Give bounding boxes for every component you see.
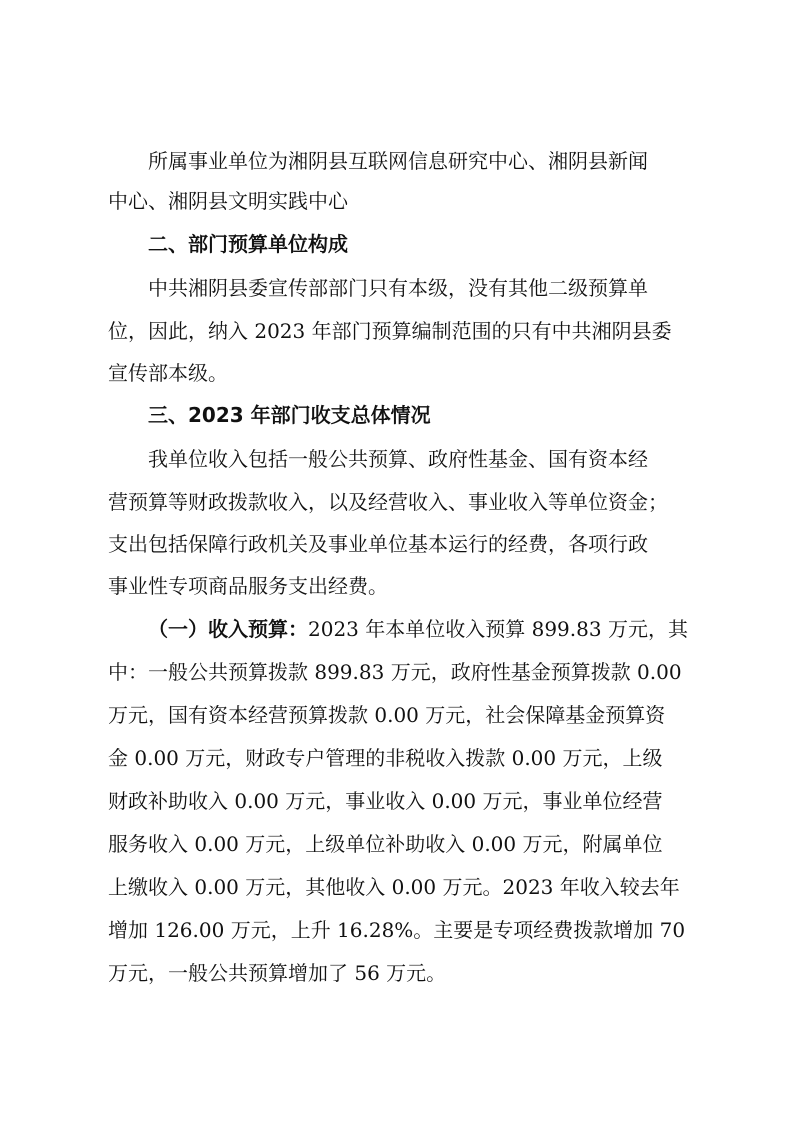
paragraph-line: 中共湘阴县委宣传部部门只有本级，没有其他二级预算单 xyxy=(148,276,648,300)
paragraph-line: 中心、湘阴县文明实践中心 xyxy=(108,189,348,213)
paragraph-line: 营预算等财政拨款收入，以及经营收入、事业收入等单位资金； xyxy=(108,490,668,514)
paragraph-line: 财政补助收入 0.00 万元，事业收入 0.00 万元，事业单位经营 xyxy=(108,789,663,813)
paragraph-line: 万元，国有资本经营预算拨款 0.00 万元，社会保障基金预算资 xyxy=(108,703,666,727)
paragraph-line: 中：一般公共预算拨款 899.83 万元，政府性基金预算拨款 0.00 xyxy=(108,660,682,684)
paragraph-text: 2023 年本单位收入预算 899.83 万元，其 xyxy=(308,617,688,641)
paragraph-line: 万元，一般公共预算增加了 56 万元。 xyxy=(108,961,447,985)
paragraph-line: 服务收入 0.00 万元，上级单位补助收入 0.00 万元，附属单位 xyxy=(108,832,663,856)
paragraph-line xyxy=(148,611,688,647)
subsection-label: （一）收入预算： xyxy=(148,617,308,641)
paragraph-line: 金 0.00 万元，财政专户管理的非税收入拨款 0.00 万元，上级 xyxy=(108,746,663,770)
paragraph-line: 支出包括保障行政机关及事业单位基本运行的经费，各项行政 xyxy=(108,532,648,556)
paragraph-line: 事业性专项商品服务支出经费。 xyxy=(108,574,388,598)
paragraph-line: 宣传部本级。 xyxy=(108,361,228,385)
paragraph-line: 位，因此，纳入 2023 年部门预算编制范围的只有中共湘阴县委 xyxy=(108,319,672,343)
paragraph-line: 上缴收入 0.00 万元，其他收入 0.00 万元。2023 年收入较去年 xyxy=(108,875,680,899)
section-heading: 三、2023 年部门收支总体情况 xyxy=(148,403,431,427)
paragraph-line: 所属事业单位为湘阴县互联网信息研究中心、湘阴县新闻 xyxy=(148,149,648,173)
paragraph-line: 我单位收入包括一般公共预算、政府性基金、国有资本经 xyxy=(148,447,648,471)
section-heading: 二、部门预算单位构成 xyxy=(148,232,348,256)
paragraph-line: 增加 126.00 万元，上升 16.28%。主要是专项经费拨款增加 70 xyxy=(108,918,686,942)
